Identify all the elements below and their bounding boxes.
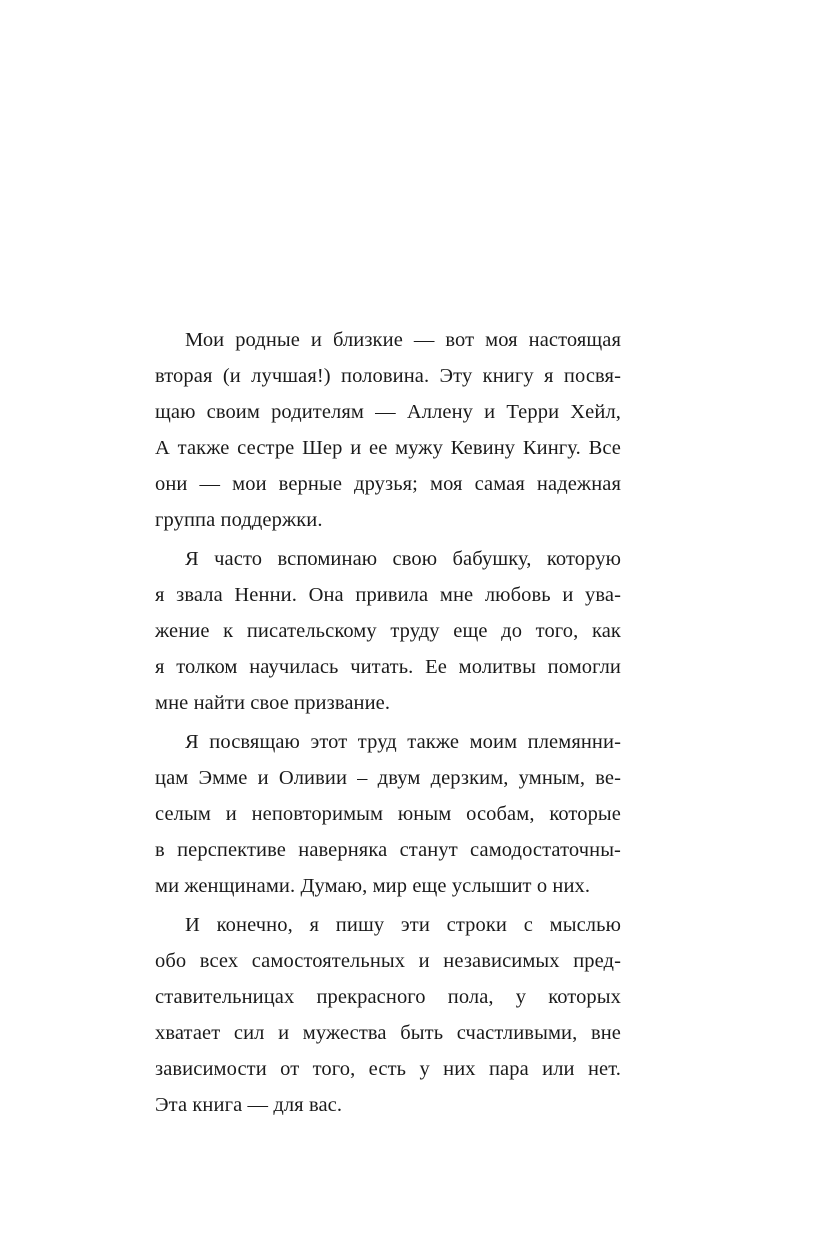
paragraph-women [155, 907, 621, 1123]
text-line: вторая (и лучшая!) половина. Эту книгу я посвя- [155, 365, 621, 387]
text-line: группа поддержки. [155, 509, 323, 531]
text-line: Мои родные и близкие — вот моя настоящая [185, 329, 621, 351]
paragraph-family [155, 322, 621, 538]
text-line: жение к писательскому труду еще до того, как [155, 620, 621, 642]
text-line: селым и неповторимым юным особам, которые [155, 803, 621, 825]
text-line: щаю своим родителям — Аллену и Терри Хейл, [155, 401, 621, 423]
text-line: они — мои верные друзья; моя самая надежная [155, 473, 621, 495]
text-line: Я посвящаю этот труд также моим племянни- [185, 731, 621, 753]
text-line: Эта книга — для вас. [155, 1094, 343, 1116]
text-line: обо всех самостоятельных и независимых пред- [155, 950, 621, 972]
text-line: в перспективе наверняка станут самодостаточны- [155, 839, 621, 861]
text-line: А также сестре Шер и ее мужу Кевину Кингу. Все [155, 437, 621, 459]
text-line: ми женщинами. Думаю, мир еще услышит о них. [155, 875, 591, 897]
text-line: ставительницах прекрасного пола, у которых [155, 986, 621, 1008]
dedication-text [155, 322, 621, 1126]
text-line: И конечно, я пишу эти строки с мыслью [185, 914, 621, 936]
paragraph-grandmother [155, 541, 621, 721]
text-line: зависимости от того, есть у них пара или нет. [155, 1058, 621, 1080]
text-line: Я часто вспоминаю свою бабушку, которую [185, 548, 621, 570]
text-line: я толком научилась читать. Ее молитвы помогли [155, 656, 621, 678]
text-line: мне найти свое призвание. [155, 692, 391, 714]
text-line: цам Эмме и Оливии – двум дерзким, умным, ве- [155, 767, 621, 789]
text-line: хватает сил и мужества быть счастливыми, вне [155, 1022, 621, 1044]
paragraph-nieces [155, 724, 621, 904]
text-line: я звала Ненни. Она привила мне любовь и ува- [155, 584, 621, 606]
